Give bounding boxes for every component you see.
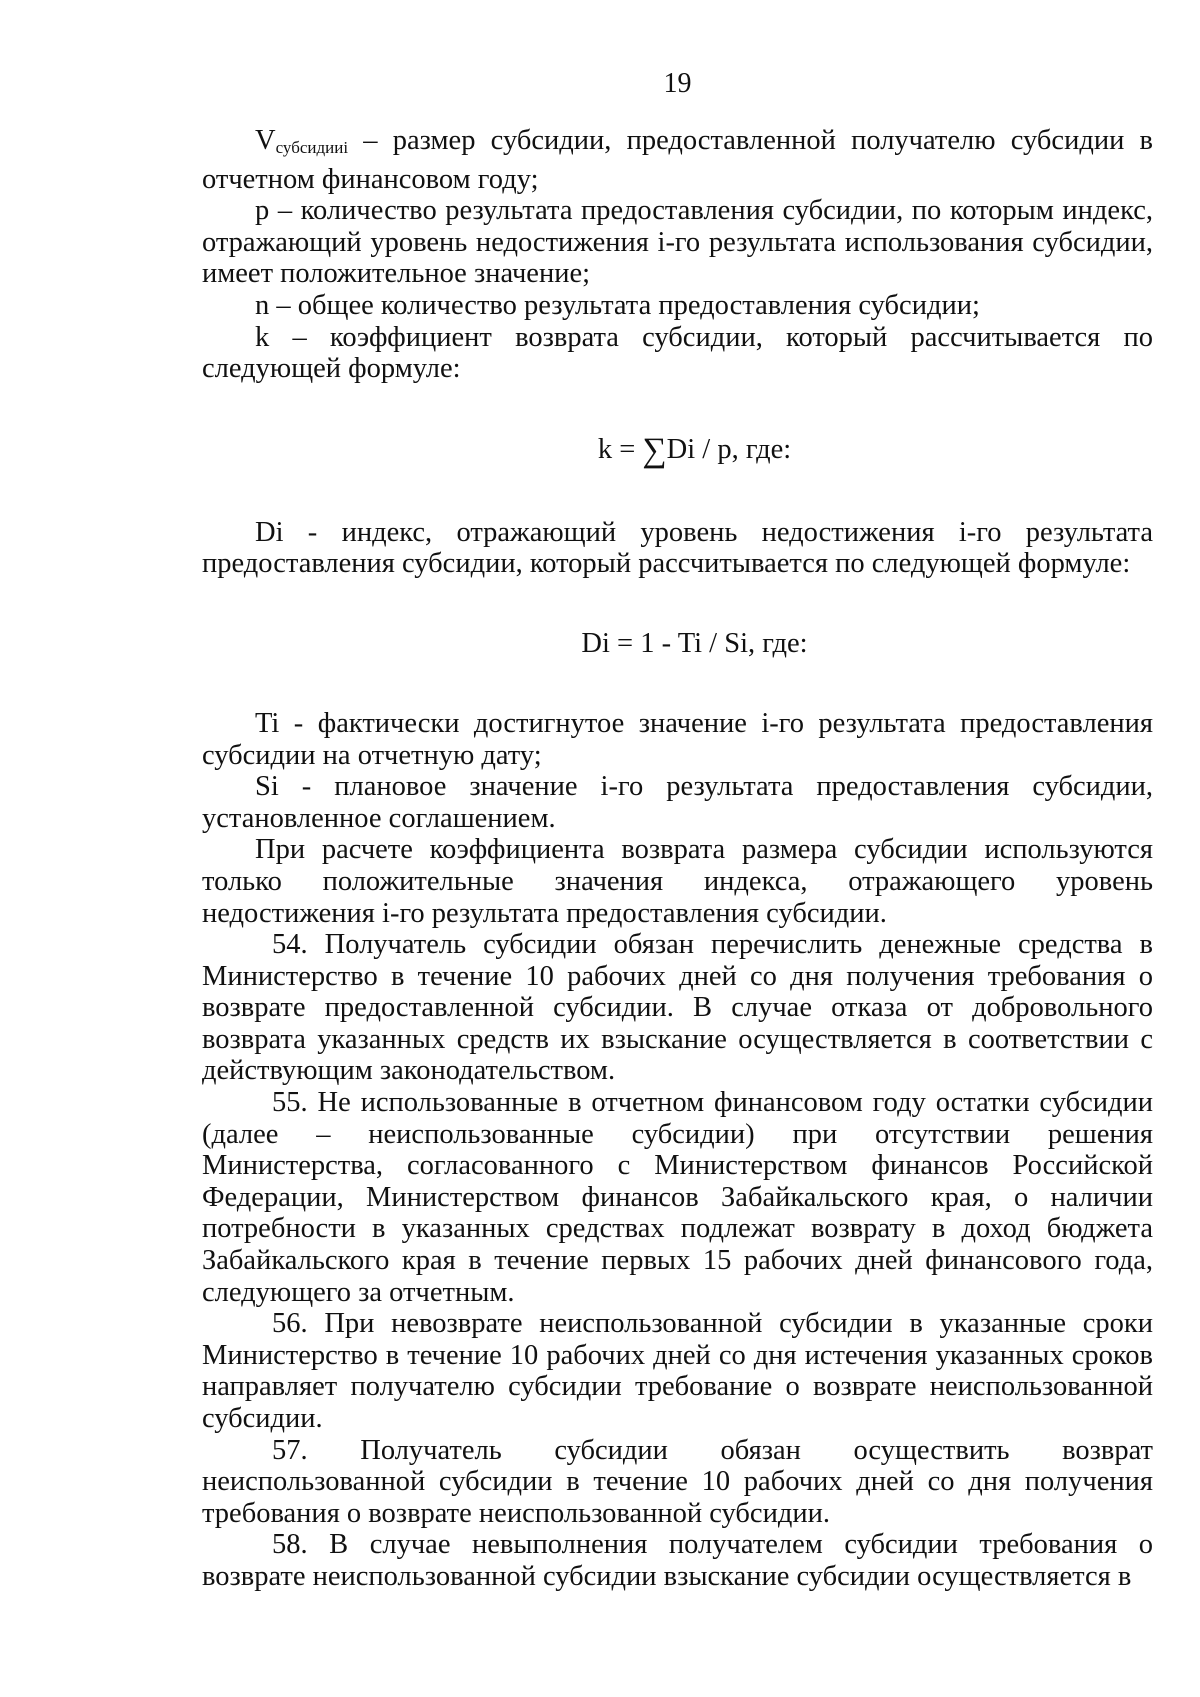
clause-number: 58. [272,1529,308,1561]
clause-text: Получатель субсидии обязан перечислить денежные средства в Министерство в течение 10 рабочих дней со дня получения требования о возврате предоставленной субсидии. В случае отказа от добровольного возврата указанных средств их взыскание осуществляется в соответствии с действующим законодательством. [202,929,1153,1087]
clause-number: 55. [272,1087,308,1119]
definition-di: Di - индекс, отражающий уровень недостижения i-го результата предоставления субсидии, который рассчитывается по следующей формуле: [202,516,1153,580]
coefficient-note: При расчете коэффициента возврата размера субсидии используются только положительные значения индекса, отражающего уровень недостижения i-го результата предоставления субсидии. [202,834,1153,929]
page-number: 19 [663,68,692,99]
clause-55 [202,1087,1153,1308]
definition-si: Si - плановое значение i-го результата предоставления субсидии, установленное соглашением. [202,771,1153,834]
clause-54 [202,929,1153,1087]
clause-text: В случае невыполнения получателем субсидии требования о возврате неиспользованной субсидии взыскание субсидии осуществляется в [202,1529,1153,1592]
clause-57 [202,1435,1153,1530]
v-symbol: V [255,125,276,156]
clause-number: 56. [272,1308,308,1340]
v-subscript: субсидииi [275,138,349,157]
clause-58 [202,1529,1153,1592]
formula-k-right: Di / p, где: [666,433,792,465]
clause-number: 57. [272,1434,308,1466]
v-definition-text: – размер субсидии, предоставленной получателю субсидии в отчетном финансовом году; [202,125,1153,195]
clause-56 [202,1308,1153,1434]
document-body [202,125,1153,1593]
formula-di: Di = 1 - Ti / Si, где: [581,627,808,659]
definition-v [202,125,1153,195]
clause-text: При невозврате неиспользованной субсидии в указанные сроки Министерство в течение 10 рабочих дней со дня истечения указанных сроков направляет получателю субсидии требование о возврате неиспользованной субсидии. [202,1308,1153,1434]
definition-k: k – коэффициент возврата субсидии, который рассчитывается по следующей формуле: [202,321,1153,385]
sigma-symbol: ∑ [642,431,667,469]
formula-k [202,431,1153,469]
clause-text: Получатель субсидии обязан осуществить возврат неиспользованной субсидии в течение 10 рабочих дней со дня получения требования о возврате неиспользованной субсидии. [202,1434,1153,1529]
definition-n: n – общее количество результата предоставления субсидии; [255,289,980,321]
formula-k-left: k = [597,433,643,465]
clause-text: Не использованные в отчетном финансовом году остатки субсидии (далее – неиспользованные субсидии) при отсутствии решения Министерства, согласованного с Министерством финансов Российской Федерации, Министерством финансов Забайкальского края, о наличии потребности в указанных средствах подлежат возврату в доход бюджета Забайкальского края в течение первых 15 рабочих дней финансового года, следующего за отчетным. [202,1087,1153,1308]
clause-number: 54. [272,929,308,961]
definition-p: p – количество результата предоставления субсидии, по которым индекс, отражающий уровень недостижения i-го результата использования субсидии, имеет положительное значение; [202,195,1153,290]
definition-ti: Ti - фактически достигнутое значение i-го результата предоставления субсидии на отчетную дату; [202,707,1153,771]
